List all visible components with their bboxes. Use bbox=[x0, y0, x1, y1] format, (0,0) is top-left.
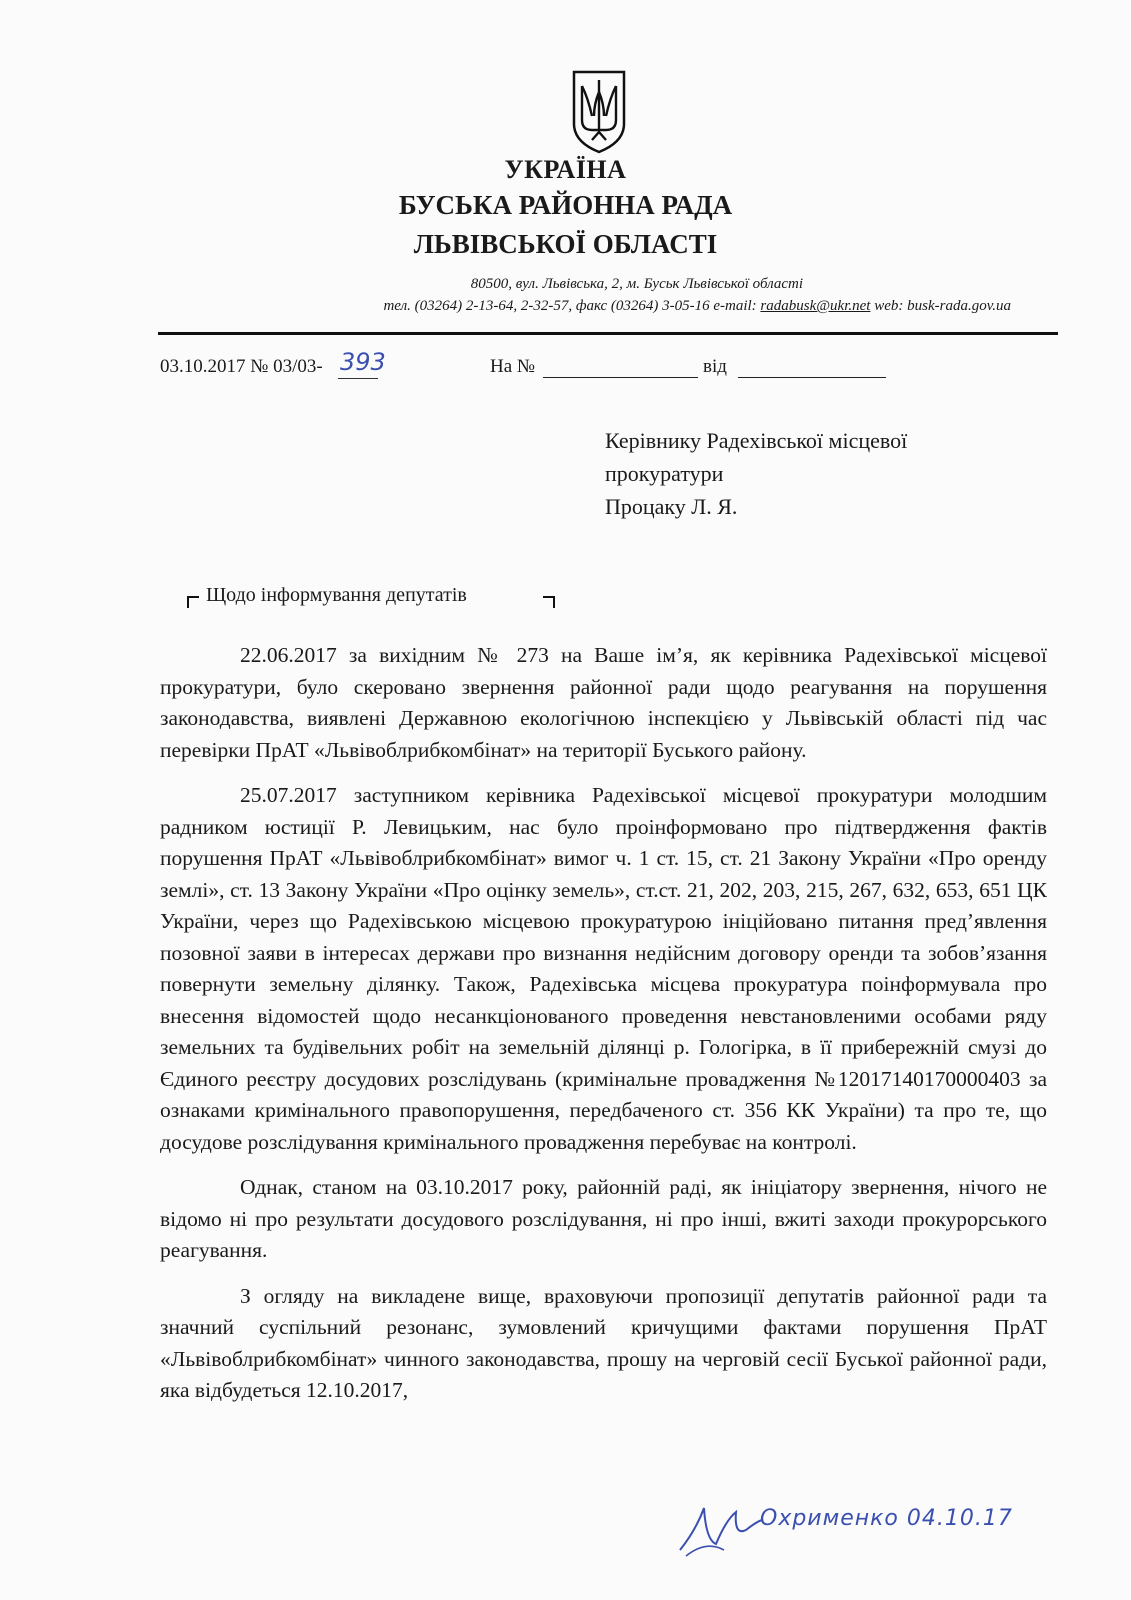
organization-region: ЛЬВІВСЬКОЇ ОБЛАСТІ bbox=[413, 229, 718, 259]
handwritten-number: 393 bbox=[340, 348, 386, 376]
incoming-date-label: від bbox=[703, 356, 727, 377]
addressee bbox=[605, 424, 907, 523]
handwritten-note: Охрименко 04.10.17 bbox=[760, 1506, 1013, 1531]
addressee-line: Керівнику Радехівської місцевої bbox=[605, 428, 908, 453]
postal-address: 80500, вул. Львівська, 2, м. Буськ Львівської області bbox=[470, 276, 803, 292]
incoming-number-label: На № bbox=[490, 356, 536, 377]
number-underline bbox=[338, 378, 378, 379]
addressee-line: прокуратури bbox=[605, 461, 724, 486]
organization-name: БУСЬКА РАЙОННА РАДА bbox=[398, 190, 733, 220]
outgoing-number: 03.10.2017 № 03/03- bbox=[160, 356, 323, 377]
body-paragraph: 22.06.2017 за вихідним № 273 на Ваше ім’я, як керівника Радехівської місцевої прокуратури, було скеровано звернення районної ради щодо реагування на порушення законодавства, виявлені Державною екологічною інспекцією у Львівській області під час перевірки ПрАТ «Львівоблрибкомбінат» на території Буського району. bbox=[160, 643, 1047, 762]
web-label: web: bbox=[870, 298, 908, 314]
body-paragraph: Однак, станом на 03.10.2017 року, районній раді, як ініціатору звернення, нічого не відомо ні про результати досудового розслідування, ні про інші, вжиті заходи прокурорського реагування. bbox=[160, 1175, 1047, 1262]
addressee-name: Процаку Л. Я. bbox=[605, 494, 738, 519]
letter-body bbox=[160, 640, 1047, 1421]
subject-bracket-right bbox=[543, 596, 555, 608]
subject-bracket-left bbox=[187, 596, 199, 608]
subject-line: Щодо інформування депутатів bbox=[206, 584, 467, 606]
header-divider bbox=[158, 332, 1058, 335]
country-name: УКРАЇНА bbox=[504, 155, 627, 184]
tryzub-icon bbox=[570, 68, 628, 154]
incoming-date-blank bbox=[738, 377, 886, 378]
contact-line bbox=[383, 298, 1011, 315]
web-link[interactable]: busk-rada.gov.ua bbox=[907, 298, 1011, 314]
phone-fax: тел. (03264) 2-13-64, 2-32-57, факс (03264) 3-05-16 e-mail: bbox=[383, 298, 761, 314]
body-paragraph: З огляду на викладене вище, враховуючи пропозиції депутатів районної ради та значний суспільний резонанс, зумовлений кричущими фактами порушення ПрАТ «Львівоблрибкомбінат» чинного законодавства, прошу на черговій сесії Буської районної ради, яка відбудеться 12.10.2017, bbox=[160, 1283, 1047, 1402]
email-link[interactable]: radabusk@ukr.net bbox=[760, 298, 871, 314]
handwritten-signature bbox=[676, 1500, 766, 1560]
body-paragraph: 25.07.2017 заступником керівника Радехівської місцевої прокуратури молодшим радником юстиції Р. Левицьким, нас було проінформовано про підтвердження фактів порушення ПрАТ «Львівоблрибкомбінат» вимог ч. 1 ст. 15, ст. 21 Закону України «Про оренду землі», ст. 13 Закону України «Про оцінку земель», ст.ст. 21, 202, 203, 215, 267, 632, 653, 651 ЦК України, через що Радехівською місцевою прокуратурою ініційовано питання пред’явлення позовної заяви в інтересах держави про визнання недійсним договору оренди та зобов’язання повернути земельну ділянку. Також, Радехівська місцева прокуратура поінформувала про внесення відомостей щодо несанкціонованого проведення невстановленими особами ряду земельних та будівельних робіт на земельній ділянці р. Гологірка, в її прибережній смузі до Єдиного реєстру досудових розслідувань (кримінальне провадження №12017140170000403 за ознаками кримінального правопорушення, передбаченого ст. 356 КК України) та про те, що досудове розслідування кримінального провадження перебуває на контролі. bbox=[160, 783, 1047, 1154]
incoming-number-blank bbox=[543, 377, 698, 378]
